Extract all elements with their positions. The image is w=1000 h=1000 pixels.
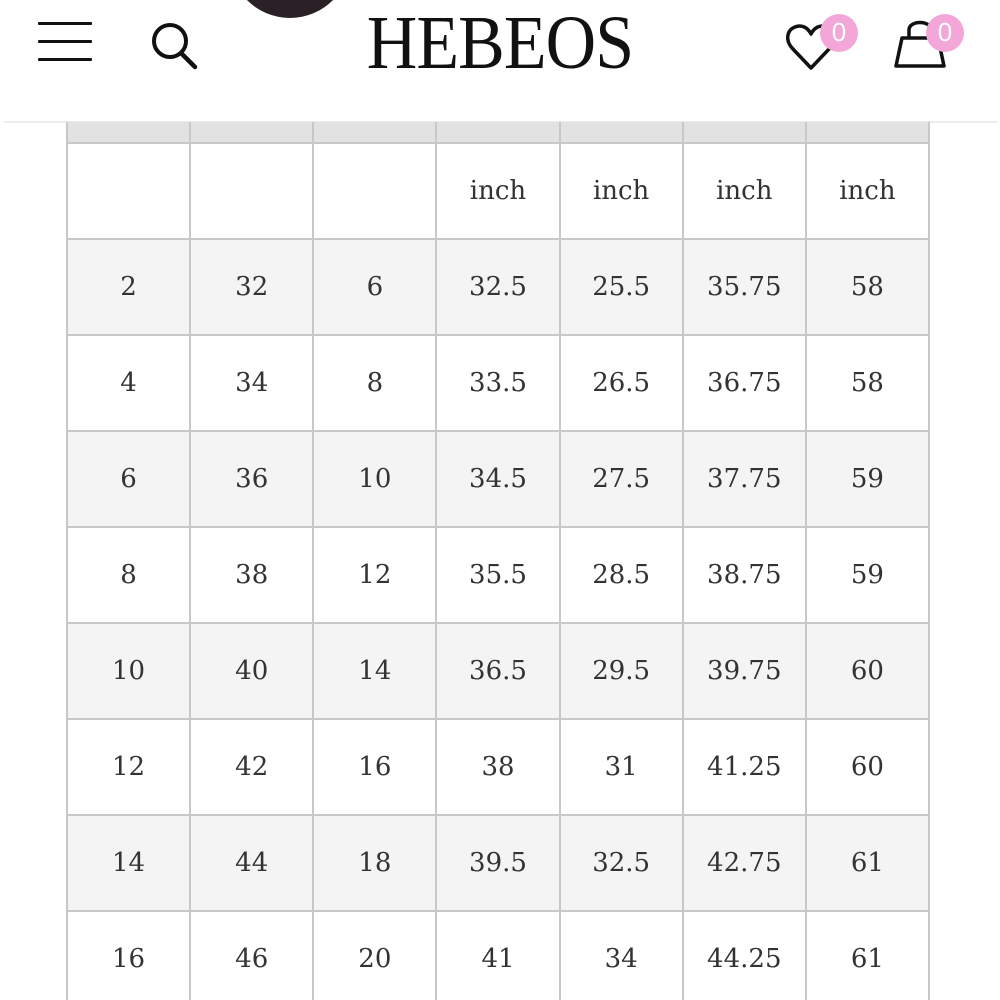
table-cell: 16 — [313, 719, 436, 815]
unit-row — [67, 143, 929, 239]
table-row — [67, 719, 929, 815]
table-cell: 6 — [313, 239, 436, 335]
top-header — [0, 0, 1000, 122]
table-cell: 27.5 — [560, 431, 683, 527]
table-cell: 59 — [806, 431, 929, 527]
table-cell: 39.75 — [683, 623, 806, 719]
table-cell: 36 — [190, 431, 313, 527]
brand-logo[interactable]: HEBEOS — [366, 1, 634, 85]
avatar[interactable] — [228, 0, 352, 18]
table-cell: 8 — [313, 335, 436, 431]
menu-bar — [38, 22, 92, 25]
table-cell: 33.5 — [436, 335, 559, 431]
table-cell: 34 — [560, 911, 683, 1000]
table-cell: 37.75 — [683, 431, 806, 527]
table-cell: 8 — [67, 527, 190, 623]
table-cell: 44.25 — [683, 911, 806, 1000]
table-cell: 20 — [313, 911, 436, 1000]
table-cell — [806, 122, 929, 143]
table-row — [67, 431, 929, 527]
table-cell: 14 — [67, 815, 190, 911]
search-icon[interactable] — [148, 20, 204, 70]
table-cell: 6 — [67, 431, 190, 527]
table-cell — [190, 122, 313, 143]
table-cell: 41.25 — [683, 719, 806, 815]
unit-cell: inch — [683, 143, 806, 239]
table-cell: 35.5 — [436, 527, 559, 623]
table-cell: 39.5 — [436, 815, 559, 911]
size-chart — [66, 122, 930, 1000]
unit-cell: inch — [806, 143, 929, 239]
table-cell: 36.75 — [683, 335, 806, 431]
table-cell: 32.5 — [436, 239, 559, 335]
table-cell — [313, 122, 436, 143]
table-cell: 12 — [313, 527, 436, 623]
table-cell: 61 — [806, 815, 929, 911]
table-cell: 29.5 — [560, 623, 683, 719]
table-cell: 46 — [190, 911, 313, 1000]
unit-cell — [313, 143, 436, 239]
table-cell: 58 — [806, 239, 929, 335]
menu-bar — [38, 58, 92, 61]
table-cell: 12 — [67, 719, 190, 815]
wishlist-count-badge: 0 — [820, 14, 858, 52]
table-row — [67, 815, 929, 911]
table-cell: 38 — [190, 527, 313, 623]
table-cell — [560, 122, 683, 143]
cart-count-badge: 0 — [926, 14, 964, 52]
unit-cell: inch — [560, 143, 683, 239]
table-row — [67, 527, 929, 623]
table-cell: 2 — [67, 239, 190, 335]
table-row — [67, 239, 929, 335]
table-cell: 42.75 — [683, 815, 806, 911]
table-cell: 42 — [190, 719, 313, 815]
wishlist-button[interactable] — [784, 14, 864, 74]
table-row — [67, 911, 929, 1000]
table-cell: 31 — [560, 719, 683, 815]
table-cell: 18 — [313, 815, 436, 911]
table-cell: 61 — [806, 911, 929, 1000]
table-row — [67, 335, 929, 431]
menu-bar — [38, 40, 92, 43]
table-cell — [67, 122, 190, 143]
table-cell: 32 — [190, 239, 313, 335]
table-cell: 44 — [190, 815, 313, 911]
table-cell: 10 — [313, 431, 436, 527]
table-cell: 32.5 — [560, 815, 683, 911]
cart-button[interactable] — [888, 14, 968, 74]
table-cell: 38 — [436, 719, 559, 815]
table-cell: 36.5 — [436, 623, 559, 719]
table-header-strip — [67, 122, 929, 143]
table-cell: 25.5 — [560, 239, 683, 335]
table-cell: 10 — [67, 623, 190, 719]
unit-cell — [67, 143, 190, 239]
unit-cell: inch — [436, 143, 559, 239]
table-cell: 58 — [806, 335, 929, 431]
table-cell: 16 — [67, 911, 190, 1000]
table-cell — [683, 122, 806, 143]
table-cell: 4 — [67, 335, 190, 431]
table-row — [67, 623, 929, 719]
size-chart-table — [66, 122, 930, 1000]
table-cell: 26.5 — [560, 335, 683, 431]
table-cell: 60 — [806, 623, 929, 719]
table-cell: 28.5 — [560, 527, 683, 623]
table-cell: 34.5 — [436, 431, 559, 527]
table-cell: 35.75 — [683, 239, 806, 335]
table-cell: 14 — [313, 623, 436, 719]
table-cell: 41 — [436, 911, 559, 1000]
table-cell: 40 — [190, 623, 313, 719]
table-cell: 34 — [190, 335, 313, 431]
menu-icon[interactable] — [38, 20, 94, 64]
table-cell: 59 — [806, 527, 929, 623]
table-cell: 60 — [806, 719, 929, 815]
table-cell: 38.75 — [683, 527, 806, 623]
table-cell — [436, 122, 559, 143]
unit-cell — [190, 143, 313, 239]
